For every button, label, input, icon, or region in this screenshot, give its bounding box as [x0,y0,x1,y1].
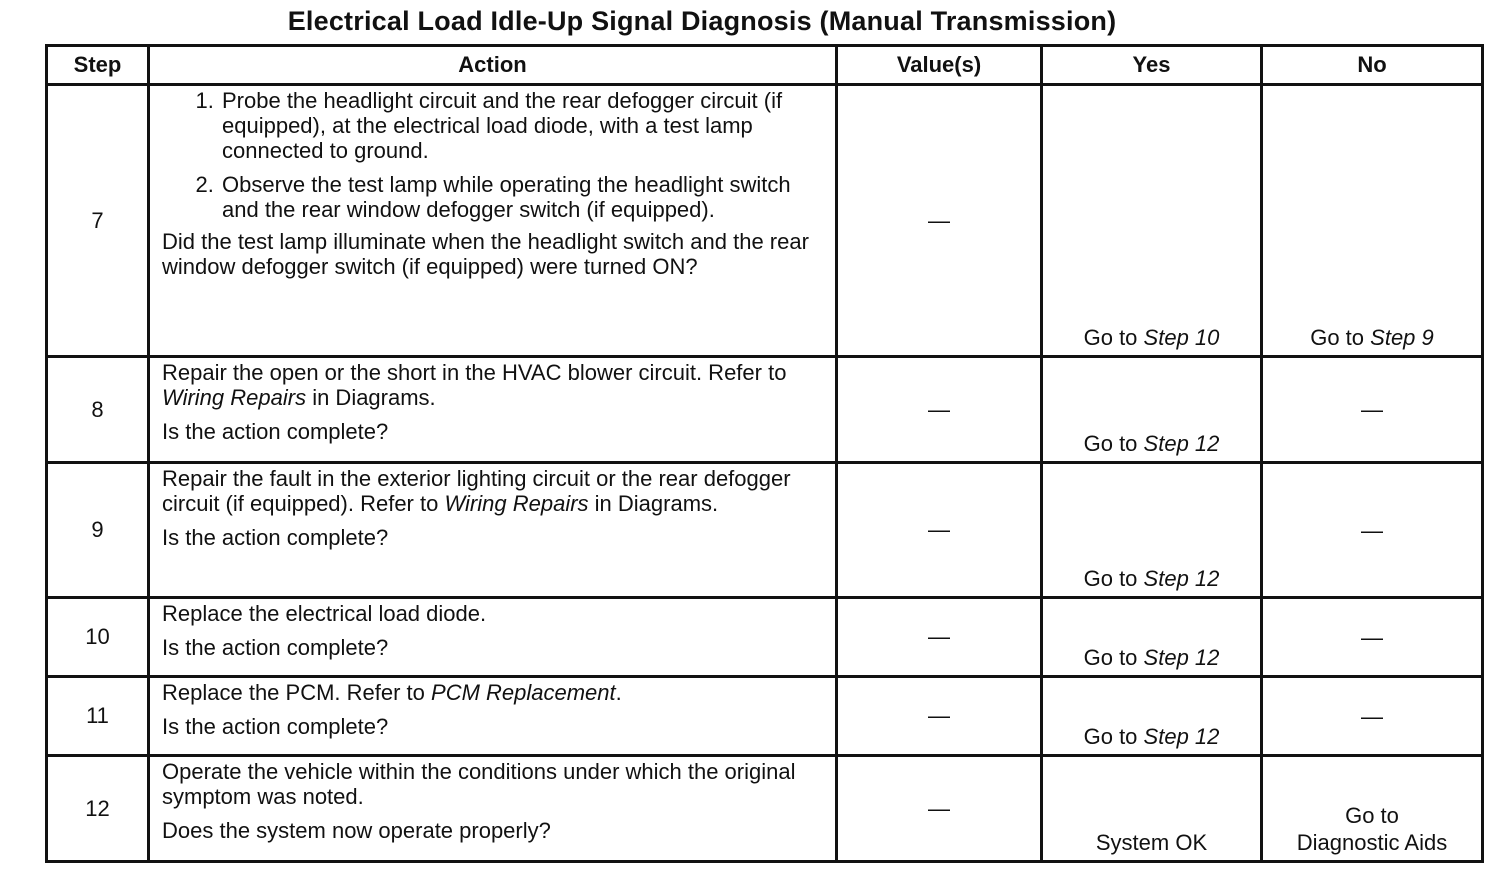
no-cell: — [1262,357,1483,463]
table-row [47,756,1483,862]
diagnosis-table [45,44,1484,863]
go-to-text: Go to [1083,645,1138,670]
no-text-line: Go to [1345,803,1399,828]
step-number: 7 [47,85,149,357]
value-cell: — [837,463,1042,598]
reference-link[interactable]: Wiring Repairs [162,385,307,410]
action-cell [149,85,837,357]
action-cell [149,677,837,756]
yes-cell: System OK [1042,756,1262,862]
table-row [47,677,1483,756]
page-title: Electrical Load Idle-Up Signal Diagnosis (Manual Transmission) [287,6,1117,36]
go-to-text: Go to [1083,566,1138,591]
action-cell [149,463,837,598]
header-row [47,46,1483,85]
no-cell [1262,756,1483,862]
action-question: Does the system now operate properly? [162,818,551,843]
no-cell: — [1262,677,1483,756]
header-value: Value(s) [837,46,1042,85]
step-link[interactable]: Step 12 [1143,566,1220,591]
reference-link[interactable]: PCM Replacement [431,680,616,705]
action-question: Is the action complete? [162,419,389,444]
action-text-part: Repair the open or the short in the HVAC blower circuit. Refer to [162,360,787,385]
no-cell: — [1262,463,1483,598]
table-row [47,357,1483,463]
yes-cell [1042,598,1262,677]
action-list [162,88,825,222]
no-cell: — [1262,598,1483,677]
action-text-part: . [615,680,622,705]
yes-cell [1042,357,1262,463]
step-number: 11 [47,677,149,756]
action-question: Is the action complete? [162,714,389,739]
value-cell: — [837,756,1042,862]
action-text [162,466,825,516]
header-action: Action [149,46,837,85]
action-text [162,360,825,410]
step-number: 9 [47,463,149,598]
action-cell [149,756,837,862]
no-cell [1262,85,1483,357]
value-cell: — [837,357,1042,463]
go-to-text: Go to [1083,724,1138,749]
step-link[interactable]: Step 10 [1143,325,1220,350]
header-no: No [1262,46,1483,85]
step-number: 12 [47,756,149,862]
table-row [47,463,1483,598]
step-link[interactable]: Step 12 [1143,724,1220,749]
header-step: Step [47,46,149,85]
action-text: Replace the electrical load diode. [162,601,487,626]
step-number: 8 [47,357,149,463]
step-link[interactable]: Step 12 [1143,645,1220,670]
go-to-text: Go to [1310,325,1365,350]
reference-link[interactable]: Wiring Repairs [444,491,589,516]
value-cell: — [837,677,1042,756]
action-question: Did the test lamp illuminate when the headlight switch and the rear window defogger switch (if equipped) were turned ON? [162,229,809,279]
diagnostic-aids-link[interactable]: Diagnostic Aids [1296,830,1448,855]
action-text-part: in Diagrams. [588,491,719,516]
value-cell: — [837,598,1042,677]
table-row [47,85,1483,357]
action-question: Is the action complete? [162,525,389,550]
action-text-part: Replace the PCM. Refer to [162,680,432,705]
go-to-text: Go to [1083,325,1138,350]
yes-cell [1042,677,1262,756]
go-to-text: Go to [1083,431,1138,456]
header-yes: Yes [1042,46,1262,85]
action-item: 2. Observe the test lamp while operating the headlight switch and the rear window defogger switch (if equipped). [220,172,825,222]
action-text-part: in Diagrams. [306,385,436,410]
step-number: 10 [47,598,149,677]
value-cell: — [837,85,1042,357]
action-text: Operate the vehicle within the conditions under which the original symptom was noted. [162,759,796,809]
step-link[interactable]: Step 12 [1143,431,1220,456]
step-link[interactable]: Step 9 [1370,325,1434,350]
action-text-part: Repair the fault in the exterior lighting circuit or the rear defogger circuit (if equipped). Refer to [162,466,791,516]
action-question: Is the action complete? [162,635,389,660]
action-cell [149,357,837,463]
table-row [47,598,1483,677]
yes-cell [1042,85,1262,357]
action-text [162,680,825,705]
action-cell [149,598,837,677]
action-item: 1. Probe the headlight circuit and the rear defogger circuit (if equipped), at the electrical load diode, with a test lamp connected to ground. [220,88,825,163]
yes-cell [1042,463,1262,598]
